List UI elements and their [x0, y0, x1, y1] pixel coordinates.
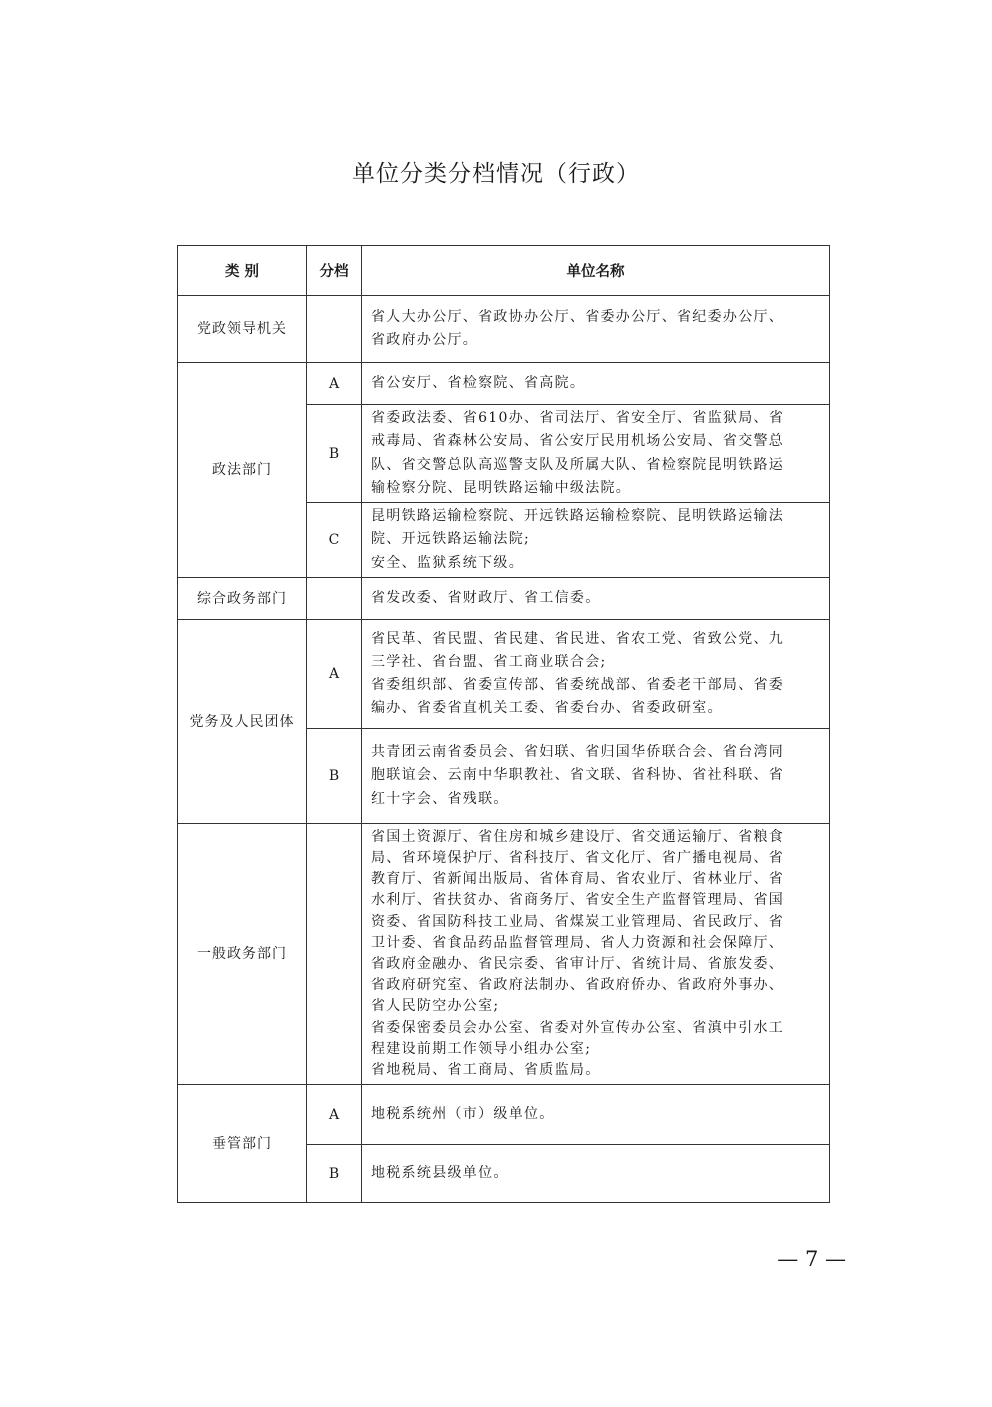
category-cell: 垂管部门	[178, 1085, 307, 1203]
unit-line: 戒毒局、省森林公安局、省公安厅民用机场公安局、省交警总	[371, 433, 785, 450]
unit-line: 水利厅、省扶贫办、省商务厅、省安全生产监督管理局、省国	[371, 892, 785, 909]
table-header-row	[178, 246, 830, 296]
unit-line: 省委保密委员会办公室、省委对外宣传办公室、省滇中引水工	[371, 1019, 785, 1036]
unit-line: 省政府研究室、省政府法制办、省政府侨办、省政府外事办、	[371, 977, 785, 994]
tier-cell	[307, 824, 362, 1085]
table-row	[178, 578, 830, 620]
unit-names-cell	[362, 1085, 830, 1145]
table-row	[178, 296, 830, 363]
unit-line: 卫计委、省食品药品监督管理局、省人力资源和社会保障厅、	[371, 934, 785, 951]
unit-line: 程建设前期工作领导小组办公室;	[371, 1040, 592, 1057]
category-cell: 综合政务部门	[178, 578, 307, 620]
unit-line: 编办、省委省直机关工委、省委台办、省委政研室。	[371, 700, 723, 717]
table-row	[178, 620, 830, 729]
unit-line: 省公安厅、省检察院、省高院。	[371, 374, 586, 391]
unit-line: 地税系统县级单位。	[371, 1164, 509, 1181]
unit-names-cell	[362, 296, 830, 363]
unit-line: 输检察分院、昆明铁路运输中级法院。	[371, 479, 632, 496]
category-cell: 党政领导机关	[178, 296, 307, 363]
unit-line: 昆明铁路运输检察院、开远铁路运输检察院、昆明铁路运输法	[371, 508, 785, 525]
tier-cell	[307, 296, 362, 363]
unit-names-cell	[362, 824, 830, 1085]
unit-line: 三学社、省台盟、省工商业联合会;	[371, 653, 607, 670]
table-row	[178, 363, 830, 405]
tier-cell: B	[307, 405, 362, 503]
unit-line: 省国土资源厅、省住房和城乡建设厅、省交通运输厅、省粮食	[371, 828, 785, 845]
unit-names-cell	[362, 620, 830, 729]
unit-line: 局、省环境保护厅、省科技厅、省文化厅、省广播电视局、省	[371, 849, 785, 866]
unit-line: 省委组织部、省委宣传部、省委统战部、省委老干部局、省委	[371, 677, 785, 693]
table-row	[178, 824, 830, 1085]
tier-cell: A	[307, 363, 362, 405]
unit-line: 安全、监狱系统下级。	[371, 554, 524, 571]
table-row	[178, 1085, 830, 1145]
unit-names-cell	[362, 503, 830, 578]
unit-names-cell	[362, 729, 830, 824]
unit-line: 省地税局、省工商局、省质监局。	[371, 1062, 601, 1079]
unit-line: 省人民防空办公室;	[371, 998, 500, 1015]
tier-cell: A	[307, 620, 362, 729]
unit-line: 资委、省国防科技工业局、省煤炭工业管理局、省民政厅、省	[371, 913, 785, 930]
unit-classification-table	[177, 245, 830, 1203]
unit-names-cell	[362, 363, 830, 405]
unit-names-cell	[362, 405, 830, 503]
unit-line: 省民革、省民盟、省民建、省民进、省农工党、省致公党、九	[371, 630, 785, 647]
unit-line: 省发改委、省财政厅、省工信委。	[371, 589, 601, 606]
header-category: 类 别	[178, 246, 307, 296]
page-number: — 7 —	[777, 1247, 846, 1271]
unit-line: 教育厅、省新闻出版局、省体育局、省农业厅、省林业厅、省	[371, 871, 785, 888]
unit-line: 省委政法委、省610办、省司法厅、省安全厅、省监狱局、省	[371, 410, 785, 427]
header-units: 单位名称	[362, 246, 830, 296]
tier-cell: C	[307, 503, 362, 578]
unit-line: 胞联谊会、云南中华职教社、省文联、省科协、省社科联、省	[371, 767, 785, 784]
tier-cell	[307, 578, 362, 620]
header-tier: 分档	[307, 246, 362, 296]
unit-line: 红十字会、省残联。	[371, 790, 509, 807]
tier-cell: B	[307, 1145, 362, 1203]
unit-line: 院、开远铁路运输法院;	[371, 531, 531, 548]
category-cell: 政法部门	[178, 363, 307, 578]
unit-line: 省政府金融办、省民宗委、省审计厅、省统计局、省旅发委、	[371, 956, 785, 972]
tier-cell: A	[307, 1085, 362, 1145]
category-cell: 党务及人民团体	[178, 620, 307, 824]
unit-line: 队、省交警总队高巡警支队及所属大队、省检察院昆明铁路运	[371, 456, 785, 473]
unit-line: 共青团云南省委员会、省妇联、省归国华侨联合会、省台湾同	[371, 744, 785, 761]
unit-line: 省人大办公厅、省政协办公厅、省委办公厅、省纪委办公厅、	[371, 308, 785, 325]
tier-cell: B	[307, 729, 362, 824]
unit-line: 省政府办公厅。	[371, 332, 479, 348]
unit-names-cell	[362, 578, 830, 620]
unit-names-cell	[362, 1145, 830, 1203]
page-title: 单位分类分档情况（行政）	[352, 161, 640, 187]
category-cell: 一般政务部门	[178, 824, 307, 1085]
unit-line: 地税系统州（市）级单位。	[371, 1105, 555, 1122]
